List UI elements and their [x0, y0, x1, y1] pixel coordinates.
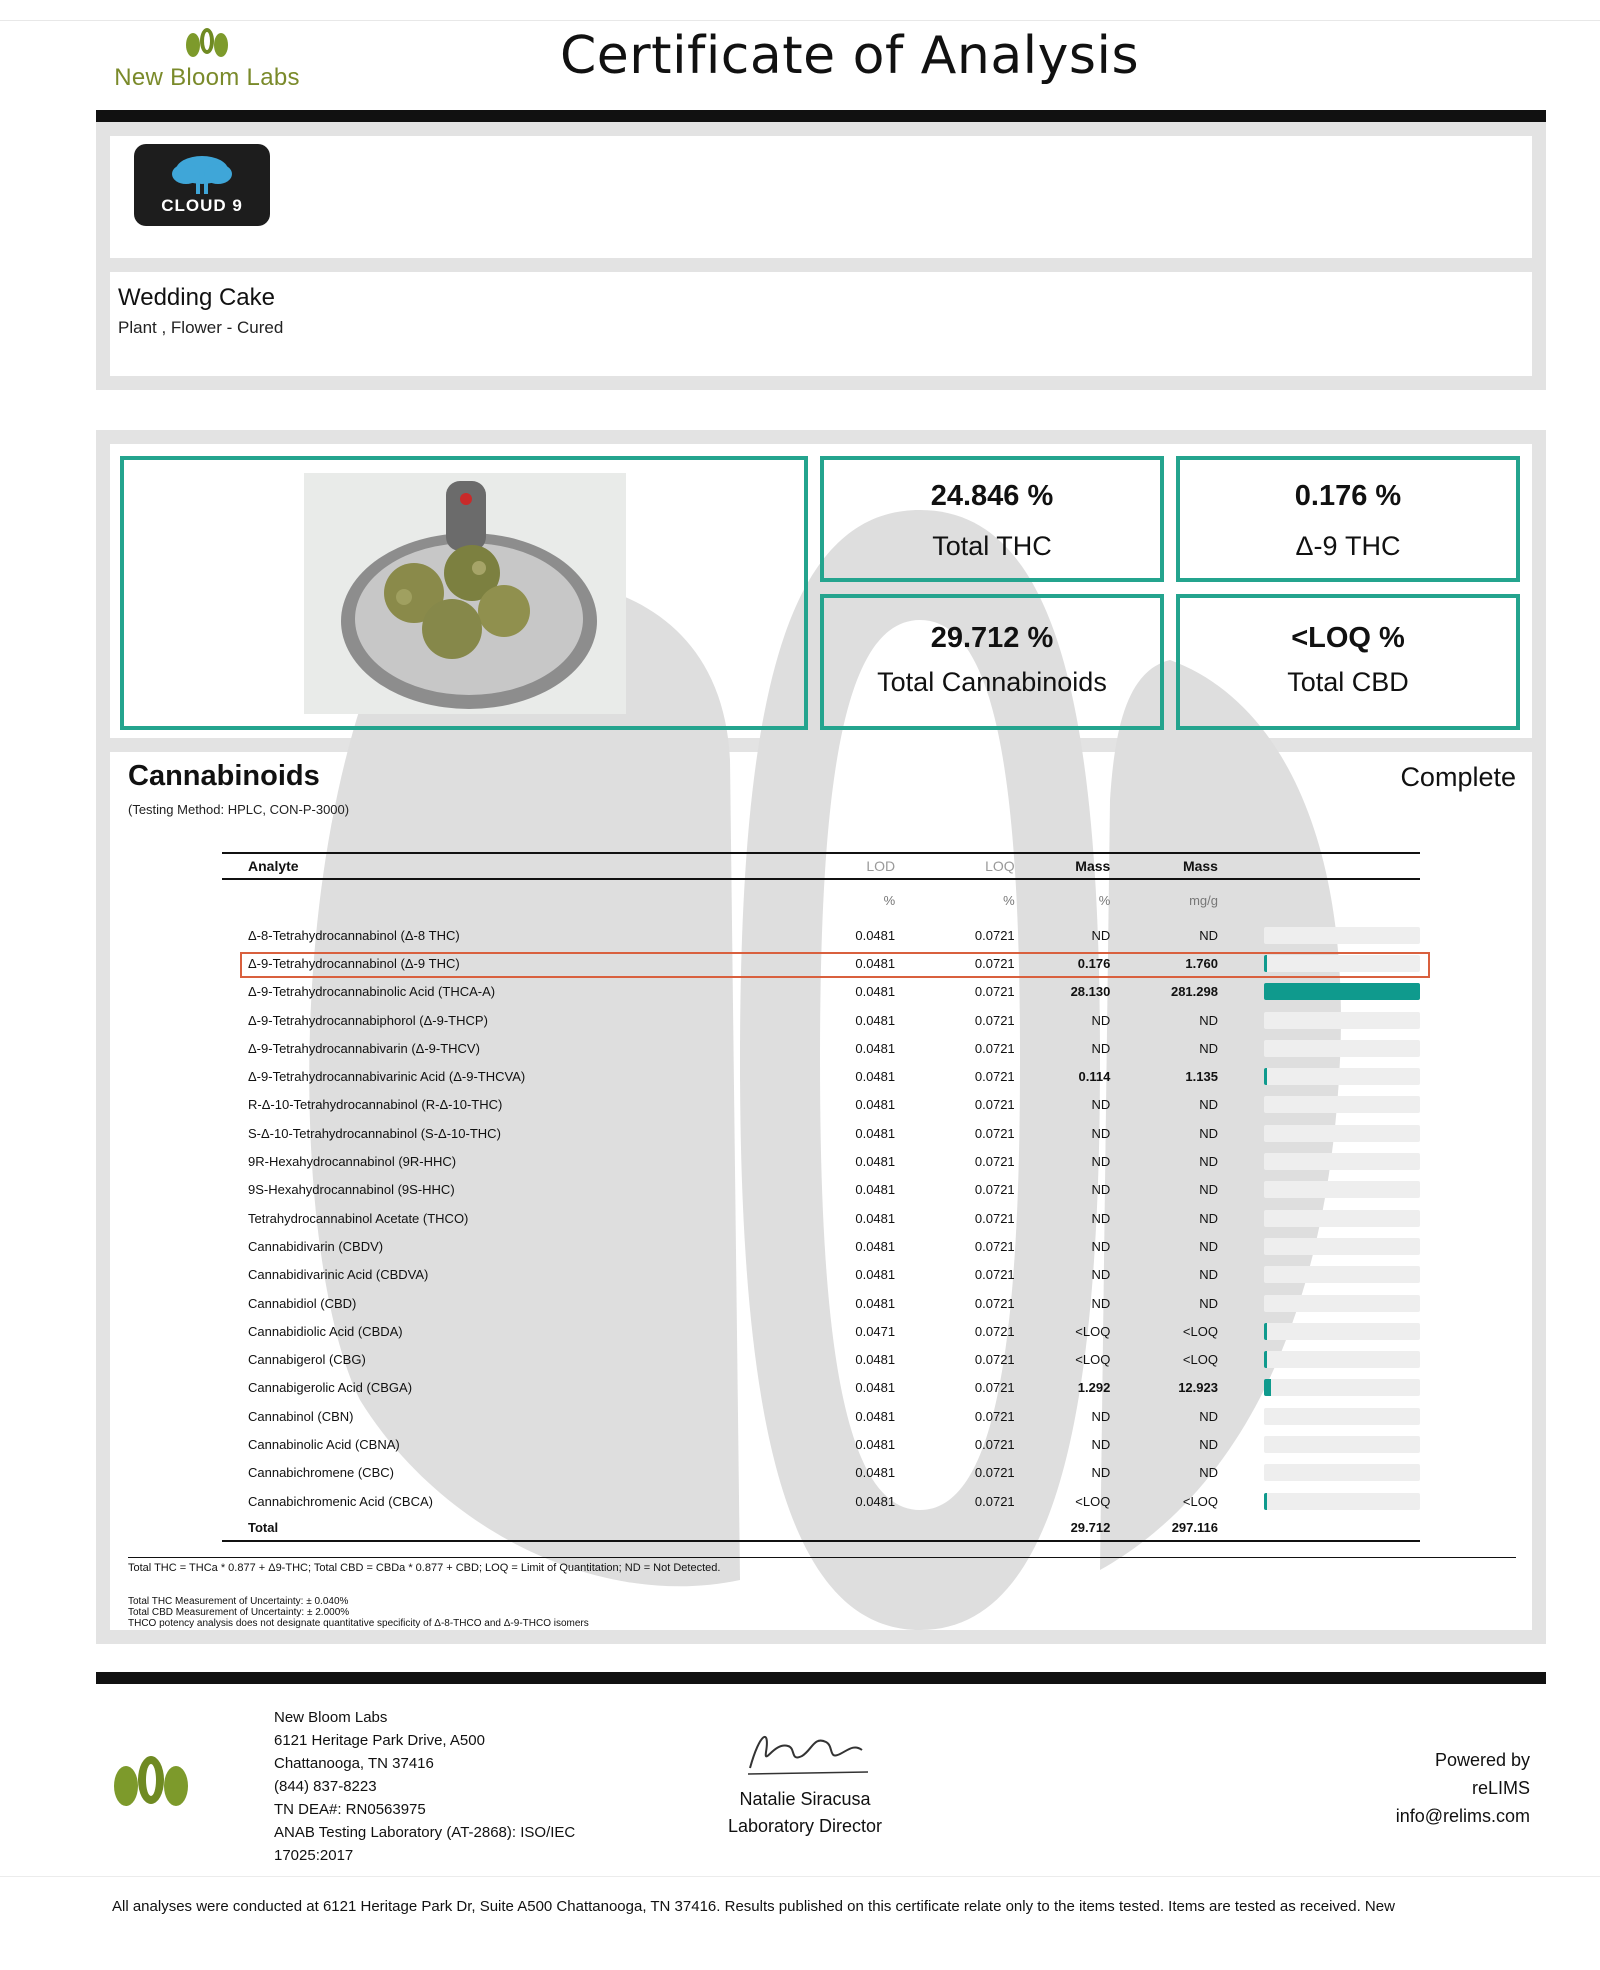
col-analyte: Analyte: [222, 853, 809, 879]
bar-fill: [1264, 1493, 1267, 1510]
mass-mg-value: ND: [1199, 927, 1218, 943]
total-mg: 297.116: [1114, 1515, 1222, 1541]
units-row: [222, 879, 1420, 921]
lod-value: 0.0471: [855, 1323, 896, 1339]
bar-fill: [1264, 1323, 1267, 1340]
table-row: [222, 1006, 1420, 1034]
section-status: Complete: [1400, 762, 1516, 792]
mass-pct-value: ND: [1091, 1012, 1111, 1028]
lab-name: New Bloom Labs: [114, 64, 300, 91]
bar-cell: [1222, 1176, 1420, 1204]
mass-mg-value: ND: [1199, 1040, 1218, 1056]
bar-track: [1264, 1181, 1420, 1198]
lod-value: 0.0481: [855, 1465, 896, 1481]
bloom-leaf-icon: [112, 1752, 190, 1812]
footer-divider: [96, 1672, 1546, 1684]
mass-mg-value: ND: [1199, 1295, 1218, 1311]
unit-mass-mg: mg/g: [1189, 893, 1218, 908]
bar-track: [1264, 1012, 1420, 1029]
mass-pct-value: ND: [1091, 1182, 1111, 1198]
unit-loq: %: [1003, 893, 1015, 908]
bar-track: [1264, 1379, 1420, 1396]
mass-mg-value: ND: [1199, 1465, 1218, 1481]
analyte-name: Cannabidivarin (CBDV): [248, 1238, 384, 1254]
bar-track: [1264, 1210, 1420, 1227]
analyte-name: Cannabidiol (CBD): [248, 1295, 357, 1311]
total-cbd-label: Total CBD: [1287, 667, 1409, 697]
bar-cell: [1222, 1091, 1420, 1119]
table-row: [222, 1261, 1420, 1289]
footnote-thc-uncertainty: Total THC Measurement of Uncertainty: ± 0.040%: [128, 1596, 349, 1607]
total-cannabinoids-value: 29.712 %: [930, 622, 1054, 654]
lod-value: 0.0481: [855, 1040, 896, 1056]
loq-value: 0.0721: [974, 1238, 1015, 1254]
mass-pct-value: ND: [1091, 927, 1111, 943]
mass-pct-value: ND: [1091, 1267, 1111, 1283]
bar-cell: [1222, 1232, 1420, 1260]
loq-value: 0.0721: [974, 1267, 1015, 1283]
total-cbd-value: <LOQ %: [1291, 622, 1405, 654]
loq-value: 0.0721: [974, 984, 1015, 1000]
loq-value: 0.0721: [974, 1493, 1015, 1509]
bar-cell: [1222, 1147, 1420, 1175]
bar-cell: [1222, 1402, 1420, 1430]
mass-pct-value: ND: [1091, 1097, 1111, 1113]
total-thc-card: [820, 456, 1164, 582]
address-line: ANAB Testing Laboratory (AT-2868): ISO/IEC: [274, 1824, 576, 1841]
footnote-thco-note: THCO potency analysis does not designate quantitative specificity of Δ-8-THCO and Δ-9-THCO isomers: [128, 1618, 589, 1629]
bar-cell: [1222, 1345, 1420, 1373]
signatory-title: Laboratory Director: [727, 1816, 883, 1836]
loq-value: 0.0721: [974, 1210, 1015, 1226]
bar-track: [1264, 927, 1420, 944]
analyte-name: 9S-Hexahydrocannabinol (9S-HHC): [248, 1182, 455, 1198]
analyte-name: S-Δ-10-Tetrahydrocannabinol (S-Δ-10-THC): [248, 1125, 501, 1141]
mass-mg-value: ND: [1199, 1238, 1218, 1254]
product-info-area: [110, 272, 1532, 376]
total-label: Total: [222, 1515, 809, 1541]
lod-value: 0.0481: [855, 1125, 896, 1141]
powered-by-block: [1396, 1746, 1530, 1830]
bar-cell: [1222, 1261, 1420, 1289]
address-line: (844) 837-8223: [274, 1778, 377, 1795]
table-row: [222, 1374, 1420, 1402]
lab-address: [274, 1706, 575, 1867]
lod-value: 0.0481: [855, 1493, 896, 1509]
loq-value: 0.0721: [974, 1352, 1015, 1368]
footnote-cbd-uncertainty: Total CBD Measurement of Uncertainty: ± 2.000%: [128, 1607, 350, 1618]
mass-mg-value: 1.760: [1185, 955, 1218, 971]
bar-cell: [1222, 1317, 1420, 1345]
handwritten-signature: [730, 1722, 880, 1780]
bar-cell: [1222, 1034, 1420, 1062]
mass-pct-value: 0.176: [1077, 955, 1111, 971]
mass-mg-value: ND: [1199, 1210, 1218, 1226]
total-cannabinoids-card: [820, 594, 1164, 730]
bar-track: [1264, 1436, 1420, 1453]
lod-value: 0.0481: [855, 1210, 896, 1226]
col-mass-pct: Mass: [1019, 853, 1115, 879]
analyte-name: Δ-8-Tetrahydrocannabinol (Δ-8 THC): [248, 927, 460, 943]
bar-track: [1264, 1351, 1420, 1368]
powered-by-name: reLIMS: [1471, 1778, 1530, 1798]
table-row: [222, 1402, 1420, 1430]
lod-value: 0.0481: [855, 1267, 896, 1283]
mass-pct-value: <LOQ: [1075, 1352, 1111, 1368]
page-title: Certificate of Analysis: [560, 26, 1140, 86]
analyte-name: Cannabinolic Acid (CBNA): [248, 1436, 400, 1452]
address-line: New Bloom Labs: [274, 1709, 388, 1726]
mass-mg-value: ND: [1199, 1267, 1218, 1283]
mass-mg-value: ND: [1199, 1125, 1218, 1141]
address-line: TN DEA#: RN0563975: [274, 1801, 426, 1818]
col-loq: LOQ: [899, 853, 1019, 879]
analyte-name: Cannabidivarinic Acid (CBDVA): [248, 1267, 429, 1283]
total-cbd-card: [1176, 594, 1520, 730]
bar-track: [1264, 1295, 1420, 1312]
mass-pct-value: ND: [1091, 1295, 1111, 1311]
bar-cell: [1222, 1374, 1420, 1402]
page-top-rule: [0, 20, 1600, 21]
loq-value: 0.0721: [974, 1408, 1015, 1424]
lod-value: 0.0481: [855, 955, 896, 971]
unit-mass-pct: %: [1098, 893, 1111, 908]
bar-track: [1264, 1323, 1420, 1340]
mass-pct-value: <LOQ: [1075, 1323, 1111, 1339]
bar-cell: [1222, 1119, 1420, 1147]
loq-value: 0.0721: [974, 927, 1015, 943]
address-line: 17025:2017: [274, 1847, 354, 1864]
bar-fill: [1264, 1351, 1267, 1368]
table-row: [222, 1289, 1420, 1317]
bar-fill: [1264, 1379, 1271, 1396]
footer-rule: [0, 1876, 1600, 1877]
analyte-name: Δ-9-Tetrahydrocannabivarin (Δ-9-THCV): [248, 1040, 480, 1056]
bar-track: [1264, 1068, 1420, 1085]
table-row: [222, 1091, 1420, 1119]
mass-mg-value: ND: [1199, 1097, 1218, 1113]
table-row: [222, 978, 1420, 1006]
lod-value: 0.0481: [855, 1436, 896, 1452]
mass-mg-value: ND: [1199, 1408, 1218, 1424]
bar-track: [1264, 1153, 1420, 1170]
mass-pct-value: ND: [1091, 1408, 1111, 1424]
total-cannabinoids-label: Total Cannabinoids: [877, 667, 1107, 697]
mass-mg-value: 281.298: [1170, 984, 1218, 1000]
bar-cell: [1222, 1430, 1420, 1458]
loq-value: 0.0721: [974, 1295, 1015, 1311]
bar-track: [1264, 1464, 1420, 1481]
d9-thc-card: [1176, 456, 1520, 582]
lod-value: 0.0481: [855, 1012, 896, 1028]
analyte-name: Cannabigerolic Acid (CBGA): [248, 1380, 413, 1396]
mass-pct-value: 0.114: [1078, 1069, 1111, 1085]
mass-pct-value: <LOQ: [1075, 1493, 1111, 1509]
lod-value: 0.0481: [855, 927, 896, 943]
bar-track: [1264, 1266, 1420, 1283]
powered-by-label: Powered by: [1434, 1750, 1530, 1770]
loq-value: 0.0721: [974, 1040, 1015, 1056]
mass-pct-value: ND: [1091, 1465, 1111, 1481]
analyte-name: R-Δ-10-Tetrahydrocannabinol (R-Δ-10-THC): [248, 1097, 503, 1113]
footnote-definitions: Total THC = THCa * 0.877 + Δ9-THC; Total CBD = CBDa * 0.877 + CBD; LOQ = Limit of Quantitation; ND = Not Detected.: [128, 1562, 721, 1574]
d9-thc-row-highlight: [240, 952, 1430, 978]
mass-mg-value: <LOQ: [1182, 1323, 1218, 1339]
table-row: [222, 1430, 1420, 1458]
powered-by-email[interactable]: info@relims.com: [1395, 1806, 1530, 1826]
d9-thc-value: 0.176 %: [1294, 480, 1402, 512]
unit-lod: %: [883, 893, 896, 908]
mass-pct-value: ND: [1091, 1125, 1111, 1141]
lod-value: 0.0481: [855, 1408, 896, 1424]
table-row: [222, 1232, 1420, 1260]
total-loq: [899, 1515, 1019, 1541]
bar-track: [1264, 1040, 1420, 1057]
testing-method: (Testing Method: HPLC, CON-P-3000): [128, 802, 350, 817]
table-row: [222, 1119, 1420, 1147]
table-row: [222, 1204, 1420, 1232]
loq-value: 0.0721: [974, 1069, 1015, 1085]
loq-value: 0.0721: [974, 1154, 1015, 1170]
bloom-leaf-icon: [184, 26, 230, 60]
client-logo-area: [110, 136, 1532, 258]
address-line: Chattanooga, TN 37416: [274, 1755, 434, 1772]
total-thc-value: 24.846 %: [930, 480, 1054, 512]
bar-cell: [1222, 1459, 1420, 1487]
bar-cell: [1222, 1487, 1420, 1515]
bar-cell: [1222, 978, 1420, 1006]
col-mass-mg: Mass: [1114, 853, 1222, 879]
loq-value: 0.0721: [974, 1323, 1015, 1339]
product-type: Plant , Flower - Cured: [118, 318, 284, 337]
mass-pct-value: 28.130: [1070, 984, 1111, 1000]
lab-logo: [112, 26, 302, 92]
total-row: [222, 1515, 1420, 1541]
loq-value: 0.0721: [974, 1012, 1015, 1028]
mass-mg-value: 1.135: [1185, 1069, 1218, 1085]
bar-track: [1264, 1493, 1420, 1510]
mass-pct-value: ND: [1091, 1210, 1111, 1226]
lod-value: 0.0481: [855, 1380, 896, 1396]
bar-cell: [1222, 1062, 1420, 1090]
mass-pct-value: 1.292: [1077, 1380, 1111, 1396]
bar-cell: [1222, 1006, 1420, 1034]
sample-dish-image: [304, 473, 626, 714]
bar-cell: [1222, 1204, 1420, 1232]
mass-pct-value: ND: [1091, 1040, 1111, 1056]
bar-fill: [1264, 1068, 1267, 1085]
analyte-name: Cannabichromene (CBC): [248, 1465, 394, 1481]
col-lod: LOD: [809, 853, 899, 879]
footer-logo: [112, 1752, 190, 1817]
table-row: [222, 1345, 1420, 1373]
bar-cell: [1222, 921, 1420, 949]
table-row: [222, 1062, 1420, 1090]
lod-value: 0.0481: [855, 1182, 896, 1198]
analyte-name: Δ-9-Tetrahydrocannabiphorol (Δ-9-THCP): [248, 1012, 488, 1028]
bar-track: [1264, 1096, 1420, 1113]
disclaimer: All analyses were conducted at 6121 Heritage Park Dr, Suite A500 Chattanooga, TN 37416. Results published on this certificate relate only to the items tested. Items are tested as received. New: [112, 1898, 1395, 1915]
footnote-rule: [128, 1557, 1516, 1558]
bar-track: [1264, 1408, 1420, 1425]
header-divider: [96, 110, 1546, 122]
table-row: [222, 921, 1420, 949]
analyte-name: Cannabidiolic Acid (CBDA): [248, 1323, 403, 1339]
lod-value: 0.0481: [855, 1295, 896, 1311]
analyte-name: 9R-Hexahydrocannabinol (9R-HHC): [248, 1154, 457, 1170]
analyte-name: Cannabinol (CBN): [248, 1408, 354, 1424]
mass-mg-value: ND: [1199, 1154, 1218, 1170]
lod-value: 0.0481: [855, 1069, 896, 1085]
d9-thc-label: Δ-9 THC: [1295, 531, 1401, 561]
loq-value: 0.0721: [974, 1125, 1015, 1141]
table-row: [222, 1034, 1420, 1062]
bar-track: [1264, 983, 1420, 1000]
lod-value: 0.0481: [855, 984, 896, 1000]
total-thc-label: Total THC: [932, 531, 1052, 561]
mass-pct-value: ND: [1091, 1436, 1111, 1452]
client-logo: [134, 144, 270, 226]
loq-value: 0.0721: [974, 1436, 1015, 1452]
section-title: Cannabinoids: [128, 760, 320, 792]
total-pct: 29.712: [1019, 1515, 1115, 1541]
mass-mg-value: 12.923: [1178, 1380, 1218, 1396]
mass-mg-value: ND: [1199, 1436, 1218, 1452]
table-row: [222, 1487, 1420, 1515]
mass-mg-value: ND: [1199, 1012, 1218, 1028]
total-lod: [809, 1515, 899, 1541]
table-row: [222, 1176, 1420, 1204]
client-logo-text: CLOUD 9: [161, 196, 243, 215]
analyte-name: Cannabichromenic Acid (CBCA): [248, 1493, 433, 1509]
table-row: [222, 1317, 1420, 1345]
bar-cell: [1222, 1289, 1420, 1317]
lod-value: 0.0481: [855, 1352, 896, 1368]
total-bar: [1222, 1515, 1420, 1541]
analyte-name: Δ-9-Tetrahydrocannabivarinic Acid (Δ-9-THCVA): [248, 1069, 526, 1085]
lod-value: 0.0481: [855, 1154, 896, 1170]
loq-value: 0.0721: [974, 955, 1015, 971]
bar-fill: [1264, 983, 1420, 1000]
mass-mg-value: <LOQ: [1182, 1352, 1218, 1368]
loq-value: 0.0721: [974, 1380, 1015, 1396]
address-line: 6121 Heritage Park Drive, A500: [274, 1732, 485, 1749]
col-bar: [1222, 853, 1420, 879]
lod-value: 0.0481: [855, 1097, 896, 1113]
analyte-name: Δ-9-Tetrahydrocannabinolic Acid (THCA-A): [248, 984, 496, 1000]
bar-track: [1264, 1238, 1420, 1255]
mass-pct-value: ND: [1091, 1238, 1111, 1254]
mass-mg-value: <LOQ: [1182, 1493, 1218, 1509]
analyte-name: Δ-9-Tetrahydrocannabinol (Δ-9 THC): [248, 955, 460, 971]
product-name: Wedding Cake: [118, 284, 275, 311]
loq-value: 0.0721: [974, 1182, 1015, 1198]
lod-value: 0.0481: [855, 1238, 896, 1254]
bar-track: [1264, 1125, 1420, 1142]
analyte-name: Tetrahydrocannabinol Acetate (THCO): [248, 1210, 469, 1226]
mass-mg-value: ND: [1199, 1182, 1218, 1198]
table-row: [222, 1147, 1420, 1175]
sample-photo: [304, 473, 626, 714]
loq-value: 0.0721: [974, 1097, 1015, 1113]
analyte-name: Cannabigerol (CBG): [248, 1352, 366, 1368]
loq-value: 0.0721: [974, 1465, 1015, 1481]
signature-block: [700, 1722, 910, 1837]
signatory-name: Natalie Siracusa: [739, 1789, 871, 1809]
mass-pct-value: ND: [1091, 1154, 1111, 1170]
table-row: [222, 1459, 1420, 1487]
